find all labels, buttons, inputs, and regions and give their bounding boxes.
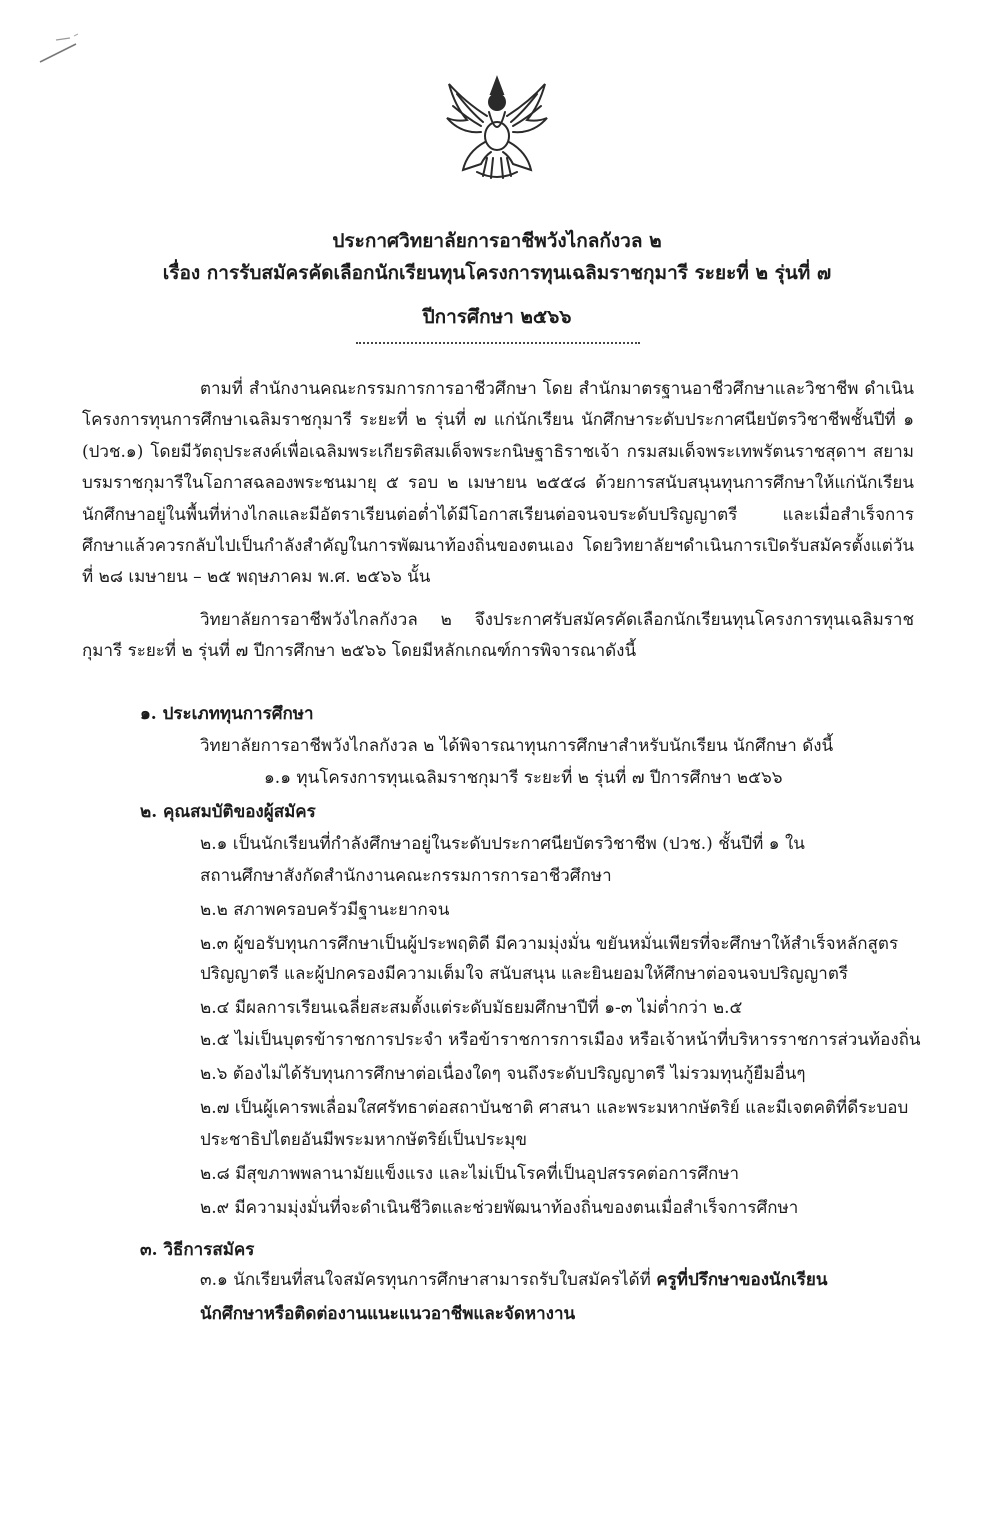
section-1-text: วิทยาลัยการอาชีพวังไกลกังวล ๒ ได้พิจารณาทุนการศึกษาสำหรับนักเรียน นักศึกษา ดังนี้: [200, 736, 834, 756]
pen-mark: [36, 30, 84, 70]
criteria-2-9: ๒.๙ มีความมุ่งมั่นที่จะดำเนินชีวิตและช่วยพัฒนาท้องถิ่นของตนเมื่อสำเร็จการศึกษา: [200, 1198, 799, 1218]
criteria-2-1: ๒.๑ เป็นนักเรียนที่กำลังศึกษาอยู่ในระดับประกาศนียบัตรวิชาชีพ (ปวช.) ชั้นปีที่ ๑ ใน: [200, 834, 805, 854]
section-3-heading: ๓. วิธีการสมัคร: [140, 1240, 255, 1260]
criteria-2-7: ๒.๗ เป็นผู้เคารพเลื่อมใสศรัทธาต่อสถาบันชาติ ศาสนา และพระมหากษัตริย์ และมีเจตคติที่ดีระบอบ: [200, 1098, 909, 1118]
announcement-subject: เรื่อง การรับสมัครคัดเลือกนักเรียนทุนโครงการทุนเฉลิมราชกุมารี ระยะที่ ๒ รุ่นที่ ๗: [162, 262, 832, 284]
intro-text-2: วิทยาลัยการอาชีพวังไกลกังวล ๒ จึงประกาศรับสมัครคัดเลือกนักเรียนทุนโครงการทุนเฉลิมราชกุมารี ระยะที่ ๒ รุ่นที่ ๗ ปีการศึกษา ๒๕๖๖ โดยมีหลักเกณฑ์การพิจารณาดังนี้: [82, 610, 914, 662]
method-3-1-text: ๓.๑ นักเรียนที่สนใจสมัครทุนการศึกษาสามารถรับใบสมัครได้ที่: [200, 1270, 651, 1290]
criteria-2-5: ๒.๕ ไม่เป็นบุตรข้าราชการประจำ หรือข้าราชการการเมือง หรือเจ้าหน้าที่บริหารราชการส่วนท้องถิ่น: [200, 1030, 921, 1050]
criteria-2-3: ๒.๓ ผู้ขอรับทุนการศึกษาเป็นผู้ประพฤติดี มีความมุ่งมั่น ขยันหมั่นเพียรที่จะศึกษาให้สำเร็จหลักสูตร: [200, 934, 899, 954]
method-3-1-contact: ครูที่ปรึกษาของนักเรียน: [656, 1270, 828, 1290]
announcement-year: ปีการศึกษา ๒๕๖๖: [422, 306, 572, 328]
intro-text-1: ตามที่ สำนักงานคณะกรรมการการอาชีวศึกษา โดย สำนักมาตรฐานอาชีวศึกษาและวิชาชีพ ดำเนินโครงการทุนการศึกษาเฉลิมราชกุมารี ระยะที่ ๒ รุ่นที่ ๗ แก่นักเรียน นักศึกษาระดับประกาศนียบัตรวิชาชีพชั้นปีที่ ๑ (ปวช.๑) โดยมีวัตถุประสงค์เพื่อเฉลิมพระเกียรติสมเด็จพระกนิษฐาธิราชเจ้า กรมสมเด็จพระเทพรัตนราชสุดาฯ สยามบรมราชกุมารีในโอกาสฉลองพระชนมายุ ๕ รอบ ๒ เมษายน ๒๕๕๘ ด้วยการสนับสนุนทุนการศึกษาให้แก่นักเรียน นักศึกษาอยู่ในพื้นที่ห่างไกลและมีอัตราเรียนต่อต่ำได้มีโอกาสเรียนต่อจนจบระดับปริญญาตรี และเมื่อสำเร็จการศึกษาแล้วควรกลับไปเป็นกำลังสำคัญในการพัฒนาท้องถิ่นของตนเอง โดยวิทยาลัยฯดำเนินการเปิดรับสมัครตั้งแต่วันที่ ๒๘ เมษายน – ๒๕ พฤษภาคม พ.ศ. ๒๕๖๖ นั้น: [82, 379, 914, 588]
dotted-divider: [356, 342, 640, 344]
announcement-title: ประกาศวิทยาลัยการอาชีพวังไกลกังวล ๒: [332, 230, 662, 252]
method-3-1: [200, 1270, 828, 1290]
criteria-2-2: ๒.๒ สภาพครอบครัวมีฐานะยากจน: [200, 900, 450, 920]
criteria-2-8: ๒.๘ มีสุขภาพพลานามัยแข็งแรง และไม่เป็นโรคที่เป็นอุปสรรคต่อการศึกษา: [200, 1164, 740, 1184]
section-1-item: ๑.๑ ทุนโครงการทุนเฉลิมราชกุมารี ระยะที่ ๒ รุ่นที่ ๗ ปีการศึกษา ๒๕๖๖: [264, 768, 783, 788]
criteria-2-1-continued: สถานศึกษาสังกัดสำนักงานคณะกรรมการการอาชีวศึกษา: [200, 866, 612, 886]
intro-paragraph-1: [82, 374, 914, 594]
criteria-2-6: ๒.๖ ต้องไม่ได้รับทุนการศึกษาต่อเนื่องใดๆ จนถึงระดับปริญญาตรี ไม่รวมทุนกู้ยืมอื่นๆ: [200, 1064, 806, 1084]
method-3-1-continued: นักศึกษาหรือติดต่องานแนะแนวอาชีพและจัดหางาน: [200, 1304, 576, 1324]
criteria-2-7-continued: ประชาธิปไตยอันมีพระมหากษัตริย์เป็นประมุข: [200, 1130, 528, 1150]
criteria-2-4: ๒.๔ มีผลการเรียนเฉลี่ยสะสมตั้งแต่ระดับมัธยมศึกษาปีที่ ๑-๓ ไม่ต่ำกว่า ๒.๕: [200, 998, 743, 1018]
criteria-2-3-continued: ปริญญาตรี และผู้ปกครองมีความเต็มใจ สนับสนุน และยินยอมให้ศึกษาต่อจนจบปริญญาตรี: [200, 964, 848, 984]
garuda-emblem: [437, 72, 557, 182]
section-2-heading: ๒. คุณสมบัติของผู้สมัคร: [140, 802, 316, 822]
section-1-heading: ๑. ประเภททุนการศึกษา: [140, 704, 314, 724]
intro-paragraph-2: [82, 605, 914, 668]
